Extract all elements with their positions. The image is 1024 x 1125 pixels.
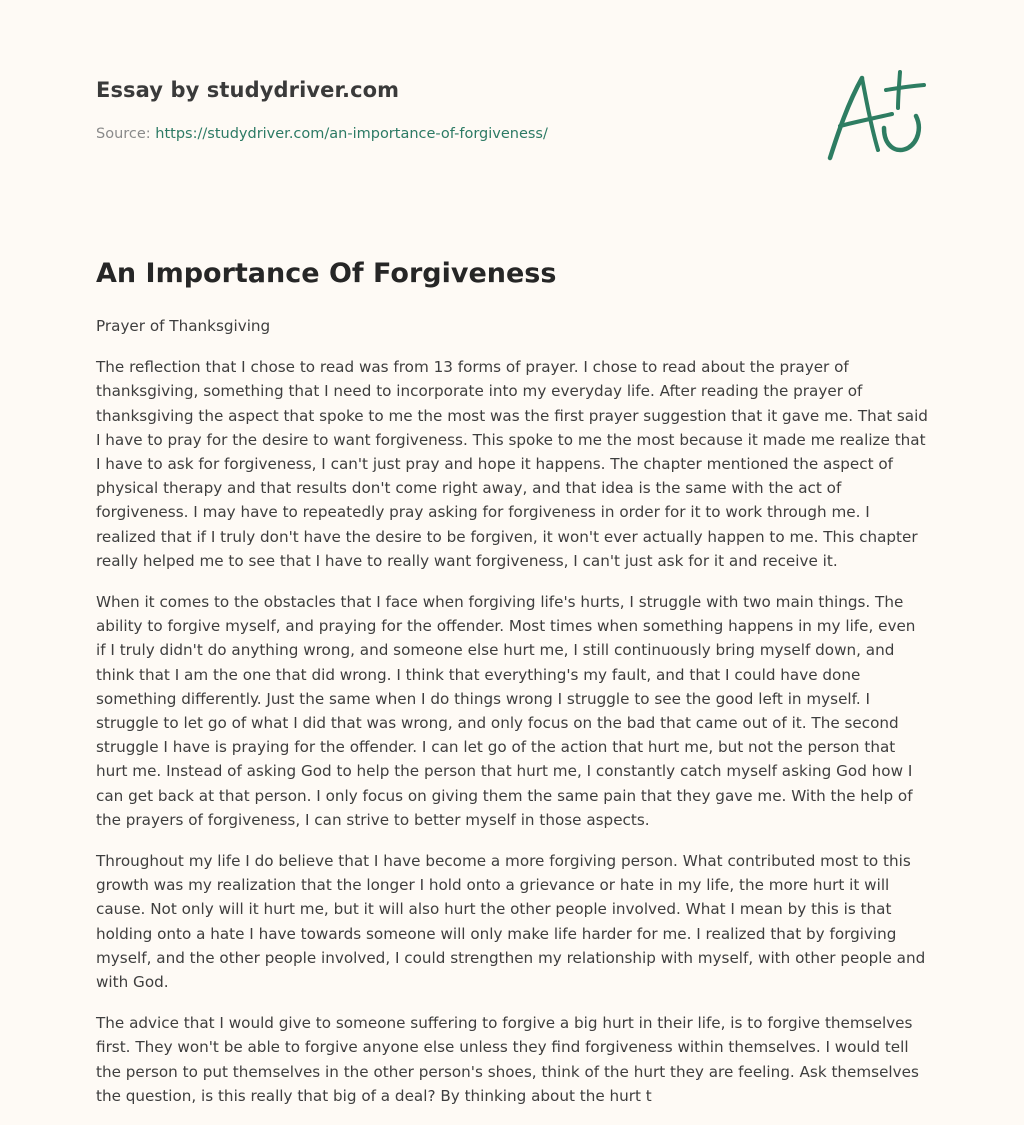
a-plus-logo — [820, 68, 930, 168]
article-subtitle: Prayer of Thanksgiving — [96, 317, 271, 335]
source-label: Source: — [96, 126, 151, 142]
article-paragraph: Throughout my life I do believe that I have become a more forgiving person. What contributed most to this growth was my realization that the longer I hold onto a grievance or hate in my life, the more hurt it will cause. Not only will it hurt me, but it will also hurt the other people involved. What I mean by this is that holding onto a hate I have towards someone will only make life harder for me. I realized that by forgiving myself, and the other people involved, I could strengthen my relationship with myself, with other people and with God. — [96, 852, 926, 992]
source-link[interactable]: https://studydriver.com/an-importance-of-forgiveness/ — [155, 126, 548, 142]
article-paragraph: The advice that I would give to someone suffering to forgive a big hurt in their life, is to forgive themselves first. They won't be able to forgive anyone else unless they find forgiveness within themselves. I would tell the person to put themselves in the other person's shoes, think of the hurt they are feeling. Ask themselves the question, is this really that big of a deal? By thinking about the hurt t — [96, 1014, 919, 1105]
article-paragraph: The reflection that I chose to read was from 13 forms of prayer. I chose to read about the prayer of thanksgiving, something that I need to incorporate into my everyday life. After reading the prayer of thanksgiving the aspect that spoke to me the most was the first prayer suggestion that it gave me. That said I have to pray for the desire to want forgiveness. This spoke to me the most because it made me realize that I have to ask for forgiveness, I can't just pray and hope it happens. The chapter mentioned the aspect of physical therapy and that results don't come right away, and that idea is the same with the act of forgiveness. I may have to repeatedly pray asking for forgiveness in order for it to work through me. I realized that if I truly don't have the desire to be forgiven, it won't ever actually happen to me. This chapter really helped me to see that I have to really want forgiveness, I can't just ask for it and receive it. — [96, 358, 928, 570]
article-paragraph: When it comes to the obstacles that I face when forgiving life's hurts, I struggle with two main things. The ability to forgive myself, and praying for the offender. Most times when something happens in my life, even if I truly didn't do anything wrong, and someone else hurt me, I still continuously bring myself down, and think that I am the one that did wrong. I think that everything's my fault, and that I could have done something differently. Just the same when I do things wrong I struggle to see the good left in myself. I struggle to let go of what I did that was wrong, and only focus on the bad that came out of it. The second struggle I have is praying for the offender. I can let go of the action that hurt me, but not the person that hurt me. Instead of asking God to help the person that hurt me, I constantly catch myself asking God how I can get back at that person. I only focus on giving them the same pain that they gave me. With the help of the prayers of forgiveness, I can strive to better myself in those aspects. — [96, 593, 916, 829]
essay-header — [96, 76, 796, 144]
article-title: An Importance Of Forgiveness — [96, 258, 557, 289]
source-line — [96, 124, 796, 144]
essay-by-heading: Essay by studydriver.com — [96, 78, 400, 102]
article-body — [96, 314, 928, 1125]
